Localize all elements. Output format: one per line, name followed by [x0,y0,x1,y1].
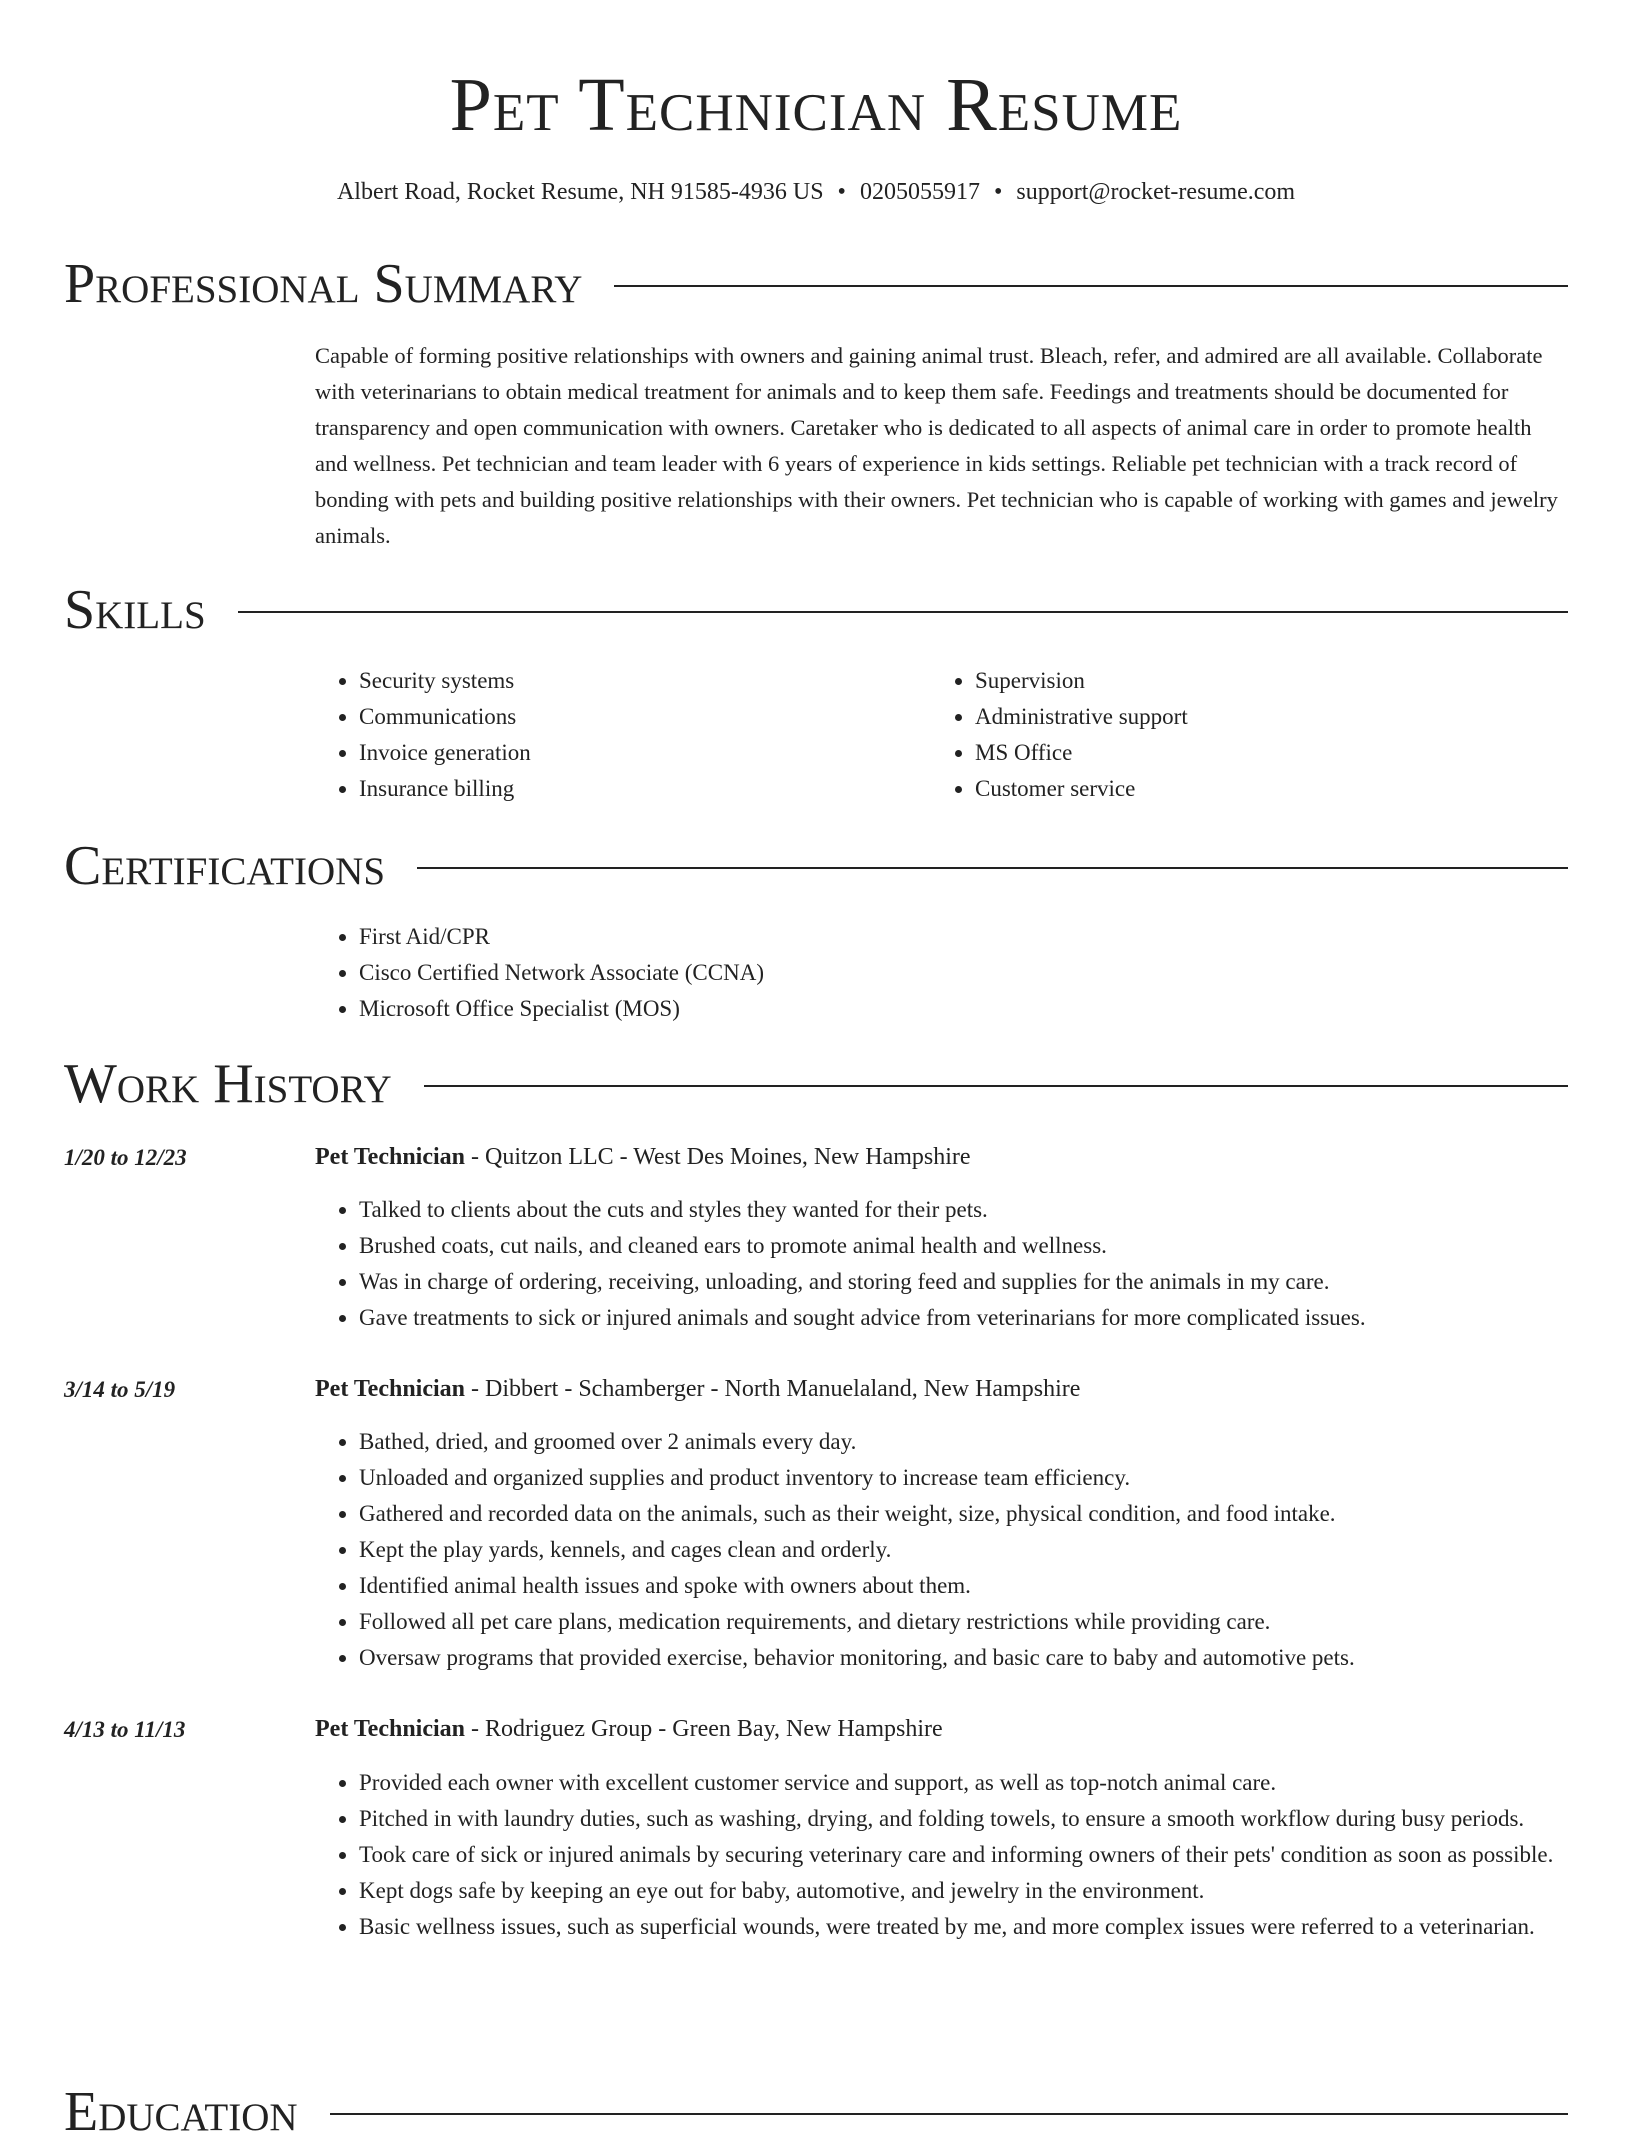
contact-separator: • [837,179,846,205]
job-heading [315,1372,1568,1406]
job-details: - Rodriguez Group - Green Bay, New Hampshire [465,1716,943,1742]
job-role: Pet Technician [315,1716,466,1742]
certification-item: • First Aid/CPR [359,919,1568,955]
contact-phone: 0205055917 [859,179,980,205]
skill-item: • Administrative support [975,699,1531,735]
page-title: Pet Technician Resume [449,63,1183,147]
contact-separator: • [993,179,1003,205]
job-bullet: • Pitched in with laundry duties, such as washing, drying, and folding towels, to ensure a smooth workflow during busy periods. [359,1801,1568,1837]
job-heading [315,1140,1568,1174]
skill-item: • Customer service [975,771,1531,807]
section-title: Professional Summary [64,253,583,315]
job-dates: 1/20 to 12/23 [64,1145,187,1170]
skill-item: • Invoice generation [359,735,915,771]
section-divider [417,867,1568,869]
section-divider [330,2113,1568,2115]
skill-item: • MS Office [975,735,1531,771]
contact-address: Albert Road, Rocket Resume, NH 91585-4936 US [336,179,824,205]
section-title: Certifications [64,835,386,897]
job-bullet: • Identified animal health issues and spoke with owners about them. [359,1568,1568,1604]
job-bullet: • Followed all pet care plans, medication requirements, and dietary restrictions while providing care. [359,1604,1568,1640]
job-bullets [315,1765,1568,1945]
work-history-section-header [64,1052,1568,1116]
job-details: - Quitzon LLC - West Des Moines, New Hampshire [465,1144,971,1170]
skill-item: • Supervision [975,663,1531,699]
skill-item: • Insurance billing [359,771,915,807]
summary-section-header [64,252,1568,316]
job-bullet: • Was in charge of ordering, receiving, unloading, and storing feed and supplies for the animals in my care. [359,1264,1568,1300]
job-bullet: • Talked to clients about the cuts and styles they wanted for their pets. [359,1192,1568,1228]
contact-email: support@rocket-resume.com [1016,179,1296,205]
job-heading [315,1712,1568,1746]
section-title: Education [64,2081,298,2143]
job-details: - Dibbert - Schamberger - North Manuelaland, New Hampshire [465,1376,1081,1402]
job-bullet: • Provided each owner with excellent customer service and support, as well as top-notch animal care. [359,1765,1568,1801]
section-divider [238,611,1568,613]
certifications-list [315,919,1568,1027]
section-divider [614,285,1568,287]
job-bullets [315,1192,1568,1336]
certifications-section-header [64,834,1568,898]
job-dates: 4/13 to 11/13 [64,1717,186,1742]
job-bullet: • Basic wellness issues, such as superficial wounds, were treated by me, and more complex issues were referred to a veterinarian. [359,1909,1568,1945]
job-bullet: • Kept the play yards, kennels, and cages clean and orderly. [359,1532,1568,1568]
job-bullet: • Unloaded and organized supplies and product inventory to increase team efficiency. [359,1460,1568,1496]
summary-text: Capable of forming positive relationships with owners and gaining animal trust. Bleach, refer, and admired are all available. Collaborate with veterinarians to obtain medical treatment for animals and to keep them safe. Feedings and treatments should be documented for transparency and open communication with owners. Caretaker who is dedicated to all aspects of animal care in order to promote health and wellness. Pet technician and team leader with 6 years of experience in kids settings. Reliable pet technician with a track record of bonding with pets and building positive relationships with their owners. Pet technician who is capable of working with games and jewelry animals. [315,343,1558,548]
section-divider [424,1085,1568,1087]
skills-column-left [315,663,915,807]
skills-column-right [931,663,1531,807]
section-title: Work History [64,1053,392,1115]
skills-section-header [64,578,1568,642]
skill-item: • Communications [359,699,915,735]
job-bullet: • Gathered and recorded data on the animals, such as their weight, size, physical condition, and food intake. [359,1496,1568,1532]
job-bullet: • Took care of sick or injured animals by securing veterinary care and informing owners of their pets' condition as soon as possible. [359,1837,1568,1873]
job-bullet: • Brushed coats, cut nails, and cleaned ears to promote animal health and wellness. [359,1228,1568,1264]
contact-line [64,176,1568,208]
job-bullet: • Kept dogs safe by keeping an eye out for baby, automotive, and jewelry in the environment. [359,1873,1568,1909]
education-section-header [64,2080,1568,2144]
section-title: Skills [64,579,206,641]
job-bullets [315,1424,1568,1676]
job-dates: 3/14 to 5/19 [64,1377,176,1402]
certification-item: • Cisco Certified Network Associate (CCNA) [359,955,1568,991]
job-role: Pet Technician [315,1376,466,1402]
certification-item: • Microsoft Office Specialist (MOS) [359,991,1568,1027]
job-bullet: • Bathed, dried, and groomed over 2 animals every day. [359,1424,1568,1460]
job-bullet: • Oversaw programs that provided exercise, behavior monitoring, and basic care to baby and automotive pets. [359,1640,1568,1676]
job-role: Pet Technician [315,1144,466,1170]
job-bullet: • Gave treatments to sick or injured animals and sought advice from veterinarians for more complicated issues. [359,1300,1568,1336]
skill-item: • Security systems [359,663,915,699]
